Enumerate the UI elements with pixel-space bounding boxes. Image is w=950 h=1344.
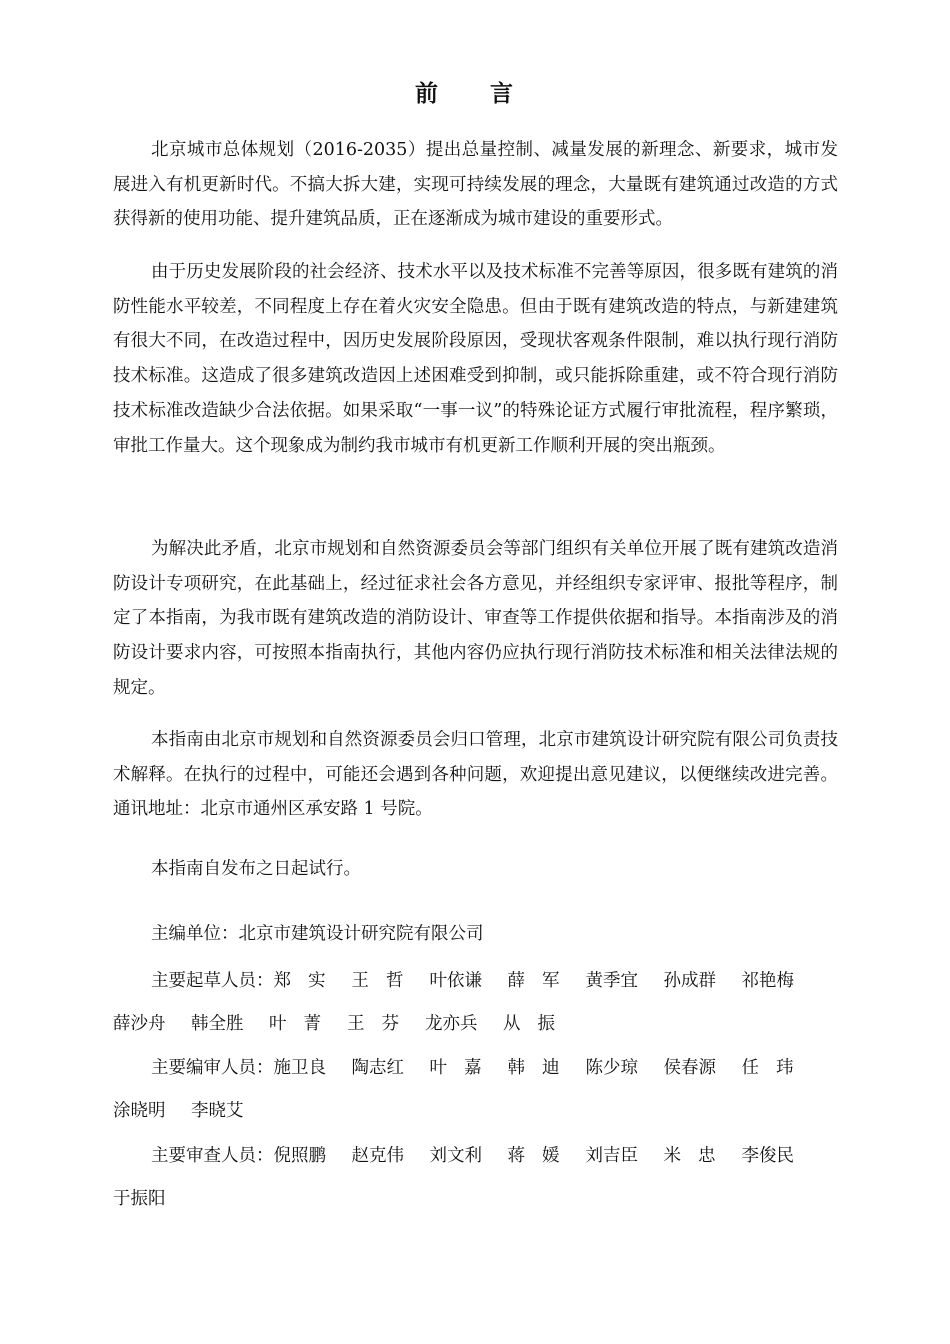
editors-line-2 — [113, 1090, 838, 1133]
person-name: 薛沙舟 — [113, 1014, 166, 1034]
person-name: 韩全胜 — [191, 1014, 244, 1034]
drafters-line-1 — [113, 960, 838, 1003]
editors-label: 主要编审人员： — [151, 1058, 274, 1078]
person-name: 叶菁 — [269, 1014, 338, 1034]
person-name: 李俊民 — [741, 1146, 794, 1166]
reviewers-line-1 — [113, 1135, 838, 1178]
person-name: 王哲 — [351, 971, 421, 991]
paragraph-4: 本指南由北京市规划和自然资源委员会归口管理，北京市建筑设计研究院有限公司负责技术解释。在执行的过程中，可能还会遇到各种问题，欢迎提出意见建议，以便继续改进完善。通讯地址：北京市通州区承安路 1 号院。 — [113, 730, 838, 820]
person-name: 陶志红 — [351, 1058, 404, 1078]
editors-line-1 — [113, 1047, 838, 1090]
editor-unit: 主编单位：北京市建筑设计研究院有限公司 — [151, 924, 484, 944]
drafters-line-2 — [113, 1003, 838, 1046]
person-name: 叶依谦 — [429, 971, 482, 991]
person-name: 薛军 — [507, 971, 577, 991]
person-name: 涂晓明 — [113, 1101, 166, 1121]
person-name: 叶嘉 — [429, 1058, 499, 1078]
reviewers-block — [113, 1135, 838, 1221]
paragraph-1: 北京城市总体规划（2016-2035）提出总量控制、减量发展的新理念、新要求，城市发展进入有机更新时代。不搞大拆大建，实现可持续发展的理念，大量既有建筑通过改造的方式获得新的使用功能、提升建筑品质，正在逐渐成为城市建设的重要形式。 — [113, 140, 838, 230]
paragraph-2: 由于历史发展阶段的社会经济、技术水平以及技术标准不完善等原因，很多既有建筑的消防性能水平较差，不同程度上存在着火灾安全隐患。但由于既有建筑改造的特点，与新建建筑有很大不同，在改造过程中，因历史发展阶段原因，受现状客观条件限制，难以执行现行消防技术标准。这造成了很多建筑改造因上述困难受到抑制，或只能拆除重建，或不符合现行消防技术标准改造缺少合法依据。如果采取“一事一议”的特殊论证方式履行审批流程，程序繁琐，审批工作量大。这个现象成为制约我市城市有机更新工作顺利开展的突出瓶颈。 — [113, 262, 838, 456]
person-name: 从振 — [503, 1014, 572, 1034]
paragraph-5: 本指南自发布之日起试行。 — [151, 859, 361, 879]
person-name: 刘吉臣 — [585, 1146, 638, 1166]
person-name: 黄季宜 — [585, 971, 638, 991]
person-name: 米忠 — [663, 1146, 733, 1166]
editors-block — [113, 1047, 838, 1133]
person-name: 陈少琼 — [585, 1058, 638, 1078]
person-name: 施卫良 — [273, 1058, 326, 1078]
reviewers-line-2 — [113, 1178, 838, 1221]
person-name: 倪照鹏 — [273, 1146, 326, 1166]
drafters-block — [113, 960, 838, 1046]
person-name: 王芬 — [347, 1014, 416, 1034]
person-name: 龙亦兵 — [425, 1014, 478, 1034]
page-title: 前 言 — [414, 80, 535, 107]
person-name: 蒋媛 — [507, 1146, 577, 1166]
person-name: 郑实 — [273, 971, 343, 991]
drafters-label: 主要起草人员： — [151, 971, 274, 991]
person-name: 李晓艾 — [191, 1101, 244, 1121]
person-name: 孙成群 — [663, 971, 716, 991]
person-name: 侯春源 — [663, 1058, 716, 1078]
reviewers-label: 主要审查人员： — [151, 1146, 274, 1166]
person-name: 于振阳 — [113, 1189, 166, 1209]
person-name: 刘文利 — [429, 1146, 482, 1166]
person-name: 韩迪 — [507, 1058, 577, 1078]
person-name: 赵克伟 — [351, 1146, 404, 1166]
paragraph-3: 为解决此矛盾，北京市规划和自然资源委员会等部门组织有关单位开展了既有建筑改造消防设计专项研究，在此基础上，经过征求社会各方意见，并经组织专家评审、报批等程序，制定了本指南，为我市既有建筑改造的消防设计、审查等工作提供依据和指导。本指南涉及的消防设计要求内容，可按照本指南执行，其他内容仍应执行现行消防技术标准和相关法律法规的规定。 — [113, 539, 838, 698]
person-name: 任玮 — [741, 1058, 811, 1078]
person-name: 祁艳梅 — [741, 971, 794, 991]
